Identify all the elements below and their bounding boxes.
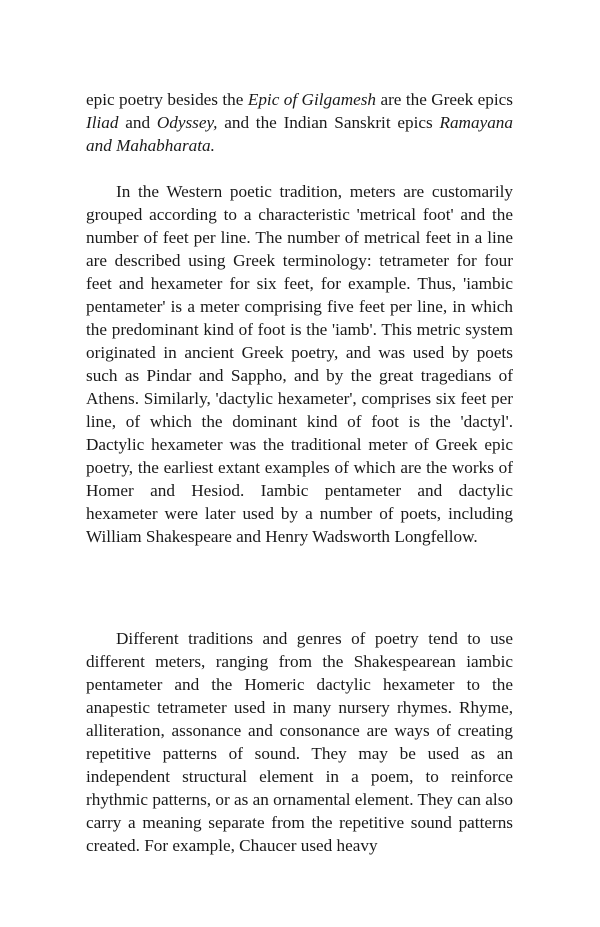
paragraph-traditions-genres [86, 627, 513, 857]
text-run: and [118, 113, 157, 132]
paragraph-western-meters [86, 180, 513, 548]
text-run: epic poetry besides the [86, 90, 248, 109]
italic-title-gilgamesh: Epic of Gilgamesh [247, 90, 377, 109]
italic-title-iliad: Iliad [86, 113, 119, 132]
italic-title-odyssey: Odyssey, [156, 113, 218, 132]
paragraph-epic-continuation [86, 88, 513, 157]
italic-title-ramayana-mahabharata: Ramayana and Mahabharata. [86, 113, 513, 155]
text-run: Different traditions and genres of poetry tend to use different meters, ranging from the Shakespearean iambic pentameter and the Homeric dactylic hexameter to the anapestic tetrameter used in many nursery rhymes. Rhyme, alliteration, assonance and consonance are ways of creating repetitive patterns of sound. They may be used as an independent structural element in a poem, to reinforce rhythmic patterns, or as an ornamental element. They can also carry a meaning separate from the repetitive sound patterns created. For example, Chaucer used heavy [86, 629, 513, 855]
text-run: In the Western poetic tradition, meters are customarily grouped according to a characteristic 'metrical foot' and the number of feet per line. The number of metrical feet in a line are described using Greek terminology: tetrameter for four feet and hexameter for six feet, for example. Thus, 'iambic pentameter' is a meter comprising five feet per line, in which the predominant kind of foot is the 'iamb'. This metric system originated in ancient Greek poetry, and was used by poets such as Pindar and Sappho, and by the great tragedians of Athens. Similarly, 'dactylic hexameter', comprises six feet per line, of which the dominant kind of foot is the 'dactyl'. Dactylic hexameter was the traditional meter of Greek epic poetry, the earliest extant examples of which are the works of Homer and Hesiod. Iambic pentameter and dactylic hexameter were later used by a number of poets, including William Shakespeare and Henry Wadsworth Longfellow. [86, 182, 513, 546]
text-run: are the Greek epics [376, 90, 513, 109]
text-run: and the Indian Sanskrit epics [217, 113, 440, 132]
